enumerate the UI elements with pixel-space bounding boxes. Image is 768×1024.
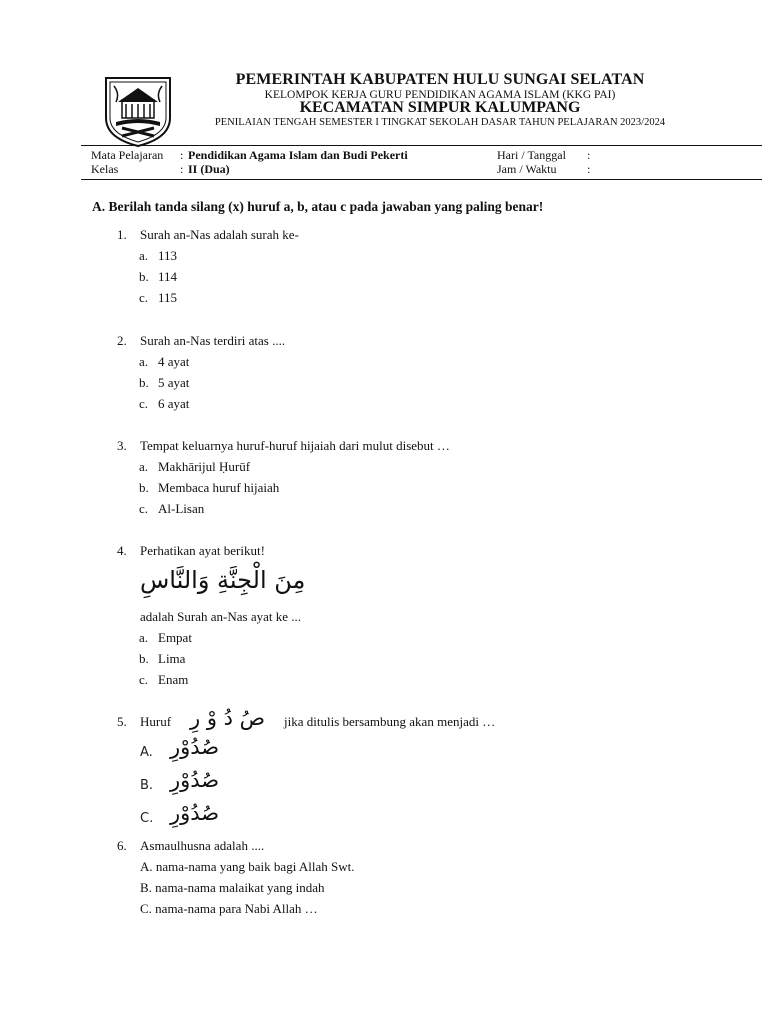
q5-option-b-letter[interactable]: B.	[140, 778, 154, 793]
q3-option-c[interactable]: c. Al-Lisan	[139, 501, 205, 516]
day-date-colon: :	[587, 148, 591, 162]
subject-value: Pendidikan Agama Islam dan Budi Pekerti	[188, 148, 408, 162]
q6-option-c[interactable]: C. nama-nama para Nabi Allah …	[140, 901, 318, 916]
day-date-label: Hari / Tanggal	[497, 148, 566, 162]
class-colon: :	[180, 162, 184, 176]
q5-option-a-arabic[interactable]: صُدُوْرِ	[170, 735, 220, 759]
question-4	[117, 543, 265, 559]
question-6	[117, 838, 264, 854]
q6-option-b[interactable]: B. nama-nama malaikat yang indah	[140, 880, 325, 895]
section-a-instruction: A. Berilah tanda silang (x) huruf a, b, atau c pada jawaban yang paling benar!	[92, 199, 544, 214]
q2-option-c[interactable]: c. 6 ayat	[139, 396, 190, 411]
q1-option-c[interactable]: c. 115	[139, 290, 178, 305]
government-title: PEMERINTAH KABUPATEN HULU SUNGAI SELATAN	[235, 71, 645, 88]
q3-option-a[interactable]: a. Makhārijul Ḥurūf	[139, 459, 251, 474]
question-text: Perhatikan ayat berikut!	[140, 543, 265, 558]
q5-option-b-arabic[interactable]: صُدُوْرِ	[170, 768, 220, 792]
question-5	[117, 714, 171, 730]
q4-option-c[interactable]: c. Enam	[139, 672, 189, 687]
subject-colon: :	[180, 148, 184, 162]
question-text: Asmaulhusna adalah ....	[140, 838, 265, 853]
q5-option-a-letter[interactable]: A.	[140, 745, 153, 760]
exam-title: PENILAIAN TENGAH SEMESTER I TINGKAT SEKOLAH DASAR TAHUN PELAJARAN 2023/2024	[214, 117, 666, 128]
q2-option-a[interactable]: a. 4 ayat	[139, 354, 190, 369]
time-label: Jam / Waktu	[497, 162, 557, 176]
q4-followup-text: adalah Surah an-Nas ayat ke ...	[140, 609, 301, 624]
q3-option-b[interactable]: b. Membaca huruf hijaiah	[139, 480, 280, 495]
class-label: Kelas	[91, 162, 119, 176]
subject-label: Mata Pelajaran	[91, 148, 164, 162]
q5-option-c-arabic[interactable]: صُدُوْرِ	[170, 801, 220, 825]
header-bottom-rule	[81, 179, 762, 180]
regency-emblem-icon	[100, 72, 176, 148]
district-title: KECAMATAN SIMPUR KALUMPANG	[299, 99, 581, 116]
question-number: 4.	[117, 543, 127, 558]
q6-option-a[interactable]: A. nama-nama yang baik bagi Allah Swt.	[140, 859, 355, 874]
question-number: 3.	[117, 438, 127, 453]
q1-option-a[interactable]: a. 113	[139, 248, 178, 263]
q4-arabic-verse: مِنَ الْجِنَّةِ وَالنَّاسِ	[140, 566, 306, 594]
question-number: 5.	[117, 714, 127, 729]
question-3	[117, 438, 450, 454]
kkg-title: KELOMPOK KERJA GURU PENDIDIKAN AGAMA ISLAM (KKG PAI)	[264, 89, 616, 101]
q2-option-b[interactable]: b. 5 ayat	[139, 375, 190, 390]
question-text: Surah an-Nas adalah surah ke-	[140, 227, 299, 242]
question-text: Surah an-Nas terdiri atas ....	[140, 333, 286, 348]
q1-option-b[interactable]: b. 114	[139, 269, 178, 284]
question-text: Tempat keluarnya huruf-huruf hijaiah dari mulut disebut …	[140, 438, 450, 453]
q5-separate-letters: صُ دُ وْ رِ	[190, 706, 266, 730]
class-value: II (Dua)	[188, 162, 230, 176]
question-text: Huruf	[140, 714, 172, 729]
q4-option-a[interactable]: a. Empat	[139, 630, 192, 645]
question-number: 6.	[117, 838, 127, 853]
q4-option-b[interactable]: b. Lima	[139, 651, 186, 666]
question-number: 2.	[117, 333, 127, 348]
header-top-rule	[81, 145, 762, 146]
question-1	[117, 227, 299, 243]
question-2	[117, 333, 285, 349]
q5-option-c-letter[interactable]: C.	[140, 811, 154, 826]
q5-text-after: jika ditulis bersambung akan menjadi …	[284, 714, 496, 729]
time-colon: :	[587, 162, 591, 176]
question-number: 1.	[117, 227, 127, 242]
